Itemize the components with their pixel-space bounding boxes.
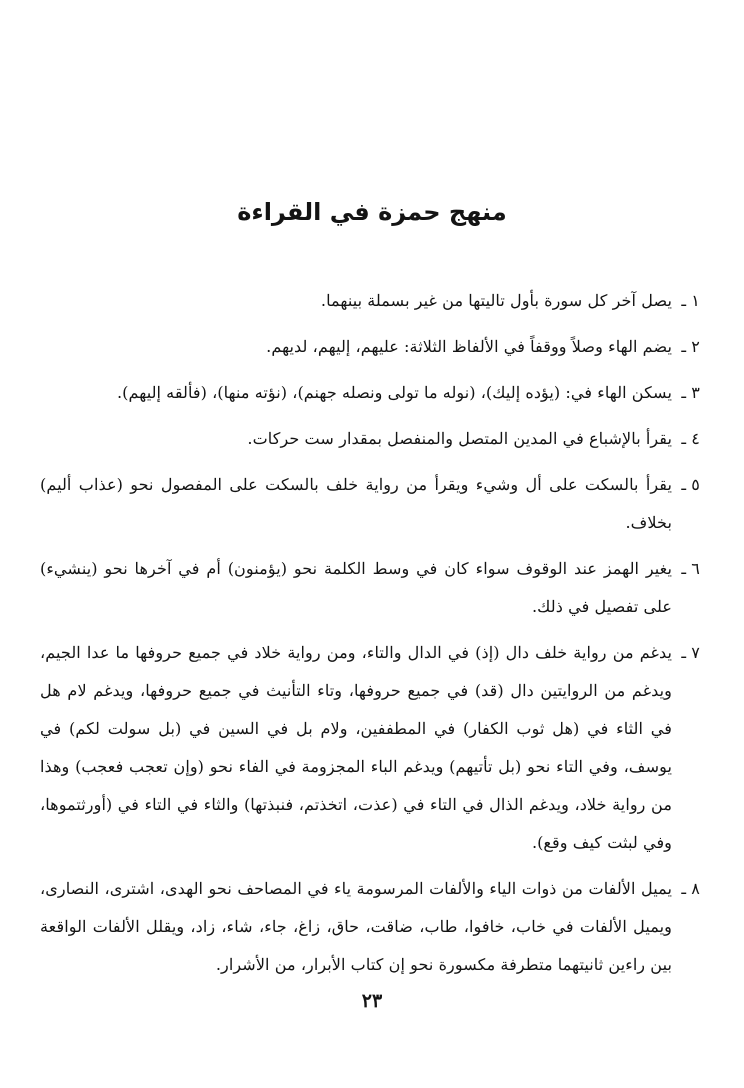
item-number: ٢ ـ <box>681 337 700 356</box>
list-item <box>40 282 700 320</box>
item-number: ١ ـ <box>681 291 700 310</box>
item-number: ٣ ـ <box>681 383 700 402</box>
page-number: ٢٣ <box>361 990 383 1012</box>
item-text: يميل الألفات من ذوات الياء والألفات المرسومة ياء في المصاحف نحو الهدى، اشترى، النصارى، ويميل الألفات في خاب، خافوا، طاب، ضاقت، حاق، زاغ، جاء، شاء، زاد، ويقلل الألفات الواقعة بين راءين ثانيتهما متطرفة مكسورة نحو إن كتاب الأبرار، من الأشرار. <box>40 879 672 974</box>
item-text: يقرأ بالسكت على أل وشيء ويقرأ من رواية خلف بالسكت على المفصول نحو (عذاب أليم) بخلاف. <box>40 475 672 532</box>
item-number: ٧ ـ <box>681 643 700 662</box>
item-text: يصل آخر كل سورة بأول تاليتها من غير بسملة بينهما. <box>320 291 672 310</box>
list-item <box>40 634 700 862</box>
item-text: يضم الهاء وصلاً ووقفاً في الألفاظ الثلاثة: عليهم، إليهم، لديهم. <box>266 337 672 356</box>
item-text: يدغم من رواية خلف دال (إذ) في الدال والتاء، ومن رواية خلاد في جميع حروفها ما عدا الجيم، ويدغم من الروايتين دال (قد) في جميع حروفها، وتاء التأنيث في جميع حروفها، ويدغم لام هل في الثاء في (هل ثوب الكفار) في المطففين، ولام بل في السين في (بل سولت لكم) في يوسف، وفي التاء نحو (بل تأتيهم) ويدغم الباء المجزومة في الفاء نحو (وإن تعجب فعجب) وهذا من رواية خلاد، ويدغم الذال في التاء في (عذت، اتخذتم، فنبذتها) والثاء في التاء في (أورثتموها، وفي لبثت كيف وقع). <box>40 643 672 852</box>
list-item <box>40 328 700 366</box>
item-text: يسكن الهاء في: (يؤده إليك)، (نوله ما تولى ونصله جهنم)، (نؤته منها)، (فألقه إليهم). <box>117 383 672 402</box>
item-number: ٤ ـ <box>681 429 700 448</box>
list-item <box>40 870 700 984</box>
chapter-title: منهج حمزة في القراءة <box>237 198 507 226</box>
list-item <box>40 550 700 626</box>
list-item <box>40 466 700 542</box>
rules-list <box>40 282 700 992</box>
list-item <box>40 420 700 458</box>
item-number: ٦ ـ <box>681 559 700 578</box>
item-text: يغير الهمز عند الوقوف سواء كان في وسط الكلمة نحو (يؤمنون) أم في آخرها نحو (ينشيء) على تفصيل في ذلك. <box>40 559 672 616</box>
item-number: ٨ ـ <box>681 879 700 898</box>
item-text: يقرأ بالإشباع في المدين المتصل والمنفصل بمقدار ست حركات. <box>247 429 672 448</box>
item-number: ٥ ـ <box>681 475 700 494</box>
list-item <box>40 374 700 412</box>
